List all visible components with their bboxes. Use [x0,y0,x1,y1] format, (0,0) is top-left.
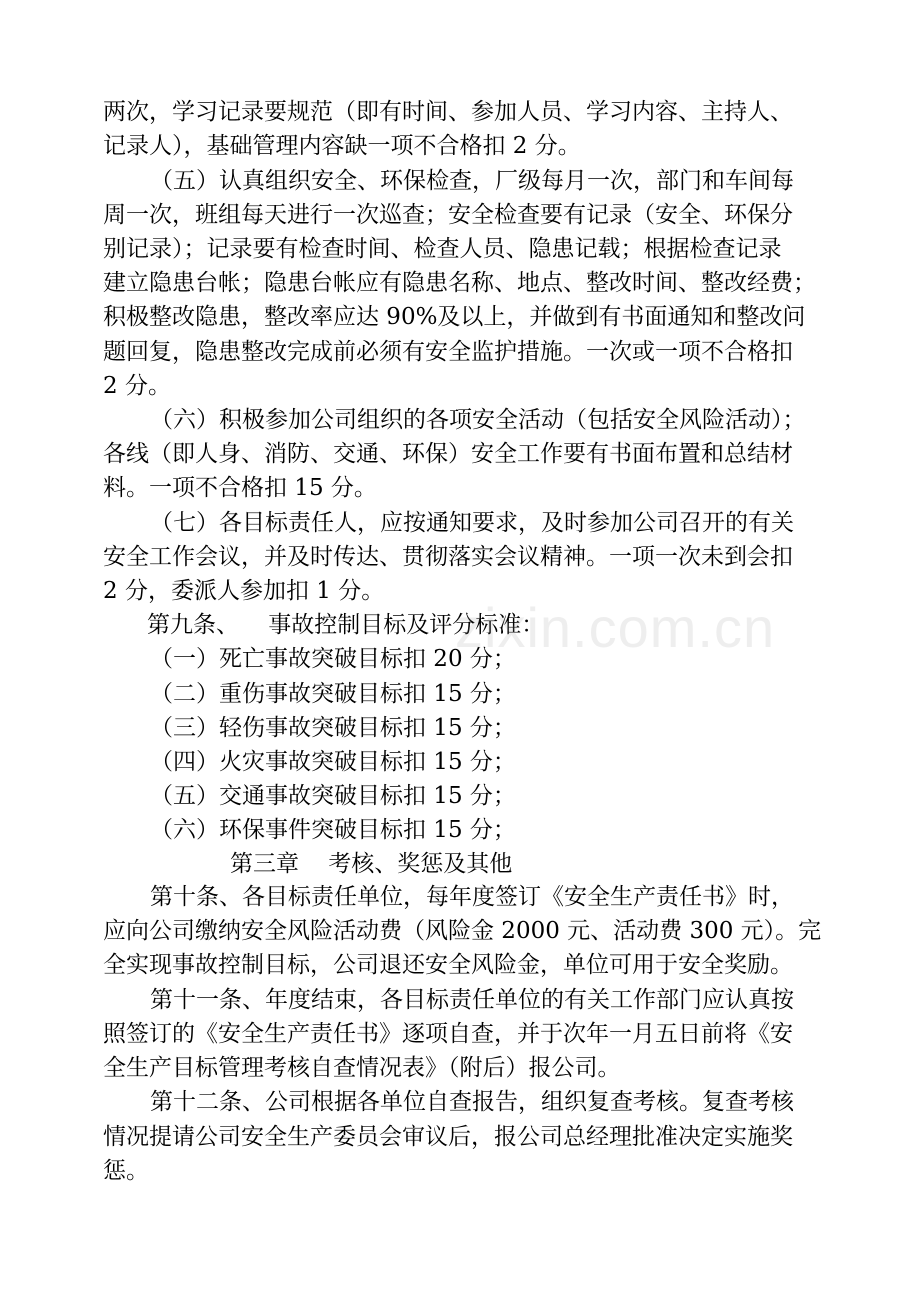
text-line: 各线（即人身、消防、交通、环保）安全工作要有书面布置和总结材 [103,441,793,467]
list-item: （一）死亡事故突破目标扣 20 分； [150,646,516,672]
text-line: （六）积极参加公司组织的各项安全活动（包括安全风险活动）； [150,407,806,433]
text-line: 料。一项不合格扣 15 分。 [103,475,377,501]
text-line: 题回复，隐患整改完成前必须有安全监护措施。一次或一项不合格扣 [103,339,793,365]
list-item: （六）环保事件突破目标扣 15 分； [150,817,516,843]
text-line: 第十一条、年度结束，各目标责任单位的有关工作部门应认真按 [150,987,794,1013]
article-heading: 第九条、 事故控制目标及评分标准： [147,612,545,638]
text-line: 记录人），基础管理内容缺一项不合格扣 2 分。 [103,133,581,159]
text-line: 第十条、各目标责任单位，每年度签订《安全生产责任书》时， [150,884,794,910]
text-line: 全实现事故控制目标，公司退还安全风险金，单位可用于安全奖励。 [103,952,793,978]
text-line: 情况提请公司安全生产委员会审议后，报公司总经理批准决定实施奖 [103,1124,793,1150]
list-item: （四）火灾事故突破目标扣 15 分； [150,749,516,775]
text-line: 积极整改隐患，整改率应达 90%及以上，并做到有书面通知和整改问 [103,304,806,330]
text-line: （五）认真组织安全、环保检查，厂级每月一次，部门和车间每 [150,168,794,194]
text-line: 全生产目标管理考核自查情况表》（附后）报公司。 [103,1055,621,1081]
list-item: （二）重伤事故突破目标扣 15 分； [150,681,516,707]
list-item: （三）轻伤事故突破目标扣 15 分； [150,715,516,741]
text-line: 照签订的《安全生产责任书》逐项自查，并于次年一月五日前将《安 [103,1021,793,1047]
text-line: 两次，学习记录要规范（即有时间、参加人员、学习内容、主持人、 [103,99,793,125]
chapter-heading: 第三章 考核、奖惩及其他 [230,851,513,877]
text-line: 2 分。 [103,373,171,399]
text-line: 建立隐患台帐；隐患台帐应有隐患名称、地点、整改时间、整改经费； [103,270,816,296]
text-line: 应向公司缴纳安全风险活动费（风险金 2000 元、活动费 300 元）。完 [103,918,822,944]
text-line: 安全工作会议，并及时传达、贯彻落实会议精神。一项一次未到会扣 [103,544,793,570]
text-line: 第十二条、公司根据各单位自查报告，组织复查考核。复查考核 [150,1089,794,1115]
text-line: （七）各目标责任人，应按通知要求，及时参加公司召开的有关 [150,510,794,536]
text-line: 2 分，委派人参加扣 1 分。 [103,578,385,604]
watermark: zixin.com.cn [455,596,776,659]
text-line: 周一次，班组每天进行一次巡查；安全检查要有记录（安全、环保分 [103,202,793,228]
list-item: （五）交通事故突破目标扣 15 分； [150,783,516,809]
text-line: 别记录）；记录要有检查时间、检查人员、隐患记载；根据检查记录 [103,236,782,262]
text-line: 惩。 [103,1158,149,1184]
